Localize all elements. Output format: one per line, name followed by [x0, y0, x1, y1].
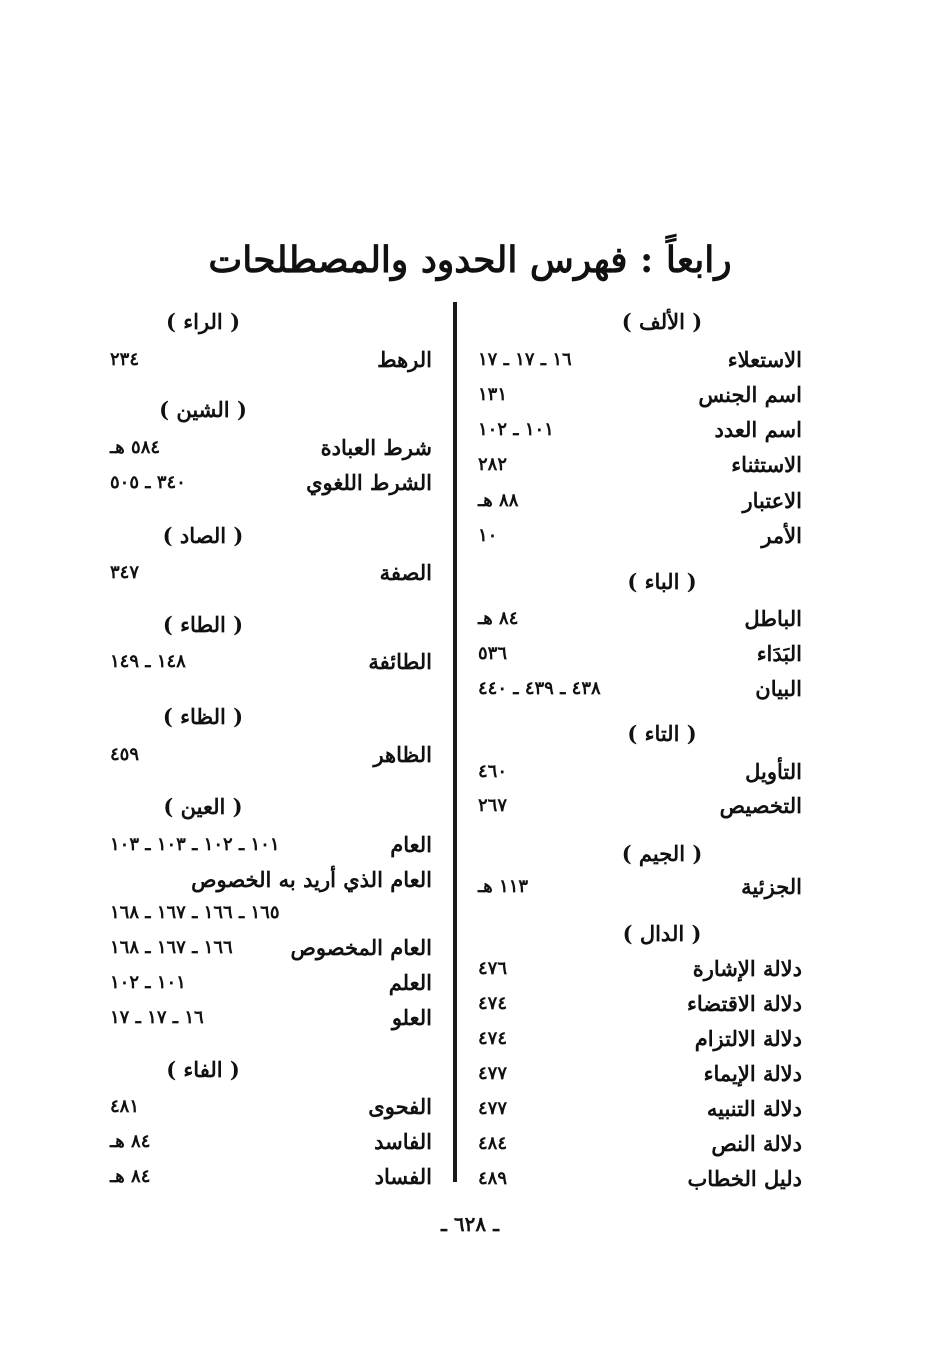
index-term: الصفة: [379, 560, 432, 585]
index-page-refs: ٤٨٩: [478, 1168, 508, 1189]
index-entry: [104, 1160, 432, 1194]
page-number: ـ ٦٢٨ ـ: [441, 1212, 499, 1236]
index-entry: [472, 672, 802, 706]
index-term: التخصيص: [719, 793, 802, 818]
index-term: الاعتبار: [742, 488, 802, 513]
section-heading: ( الشين ): [159, 397, 247, 422]
index-page-refs: ١٠١ ـ ١٠٢: [110, 972, 186, 993]
index-term: العام: [390, 832, 432, 857]
section-heading: ( الفاء ): [166, 1057, 240, 1082]
index-page-refs: ٤٦٠: [478, 761, 508, 782]
index-entry: [472, 1057, 802, 1091]
index-entry: [472, 602, 802, 636]
index-page-refs: ٨٤ هـ: [110, 1131, 151, 1152]
index-page-refs: ٨٨ هـ: [478, 490, 519, 511]
index-entry: [472, 343, 802, 377]
column-divider: [453, 302, 457, 1182]
index-page-refs: ٤٧٤: [478, 993, 508, 1014]
index-entry: [104, 1090, 432, 1124]
index-page-refs: ١٠١ ـ ١٠٢: [478, 419, 554, 440]
section-heading: ( الدال ): [622, 921, 702, 946]
index-entry: [472, 789, 802, 823]
index-page-refs: ٤٧٧: [478, 1063, 508, 1084]
index-entry: [472, 952, 802, 986]
index-term: الفحوى: [368, 1094, 432, 1119]
index-page-refs: ٨٤ هـ: [478, 608, 519, 629]
index-term: دلالة الالتزام: [694, 1026, 802, 1051]
index-page-refs: ١٤٨ ـ ١٤٩: [110, 651, 186, 672]
index-page-refs: ٤٨٤: [478, 1133, 508, 1154]
index-term: الطائفة: [368, 649, 432, 674]
index-entry: [472, 1127, 802, 1161]
index-page-refs: ١٦ ـ ١٧ ـ ١٧: [478, 349, 572, 370]
index-term: الشرط اللغوي: [306, 470, 432, 495]
index-entry: [104, 931, 432, 965]
index-entry: [472, 755, 802, 789]
index-page-refs: ٢٦٧: [478, 795, 508, 816]
index-entry: [472, 1162, 802, 1196]
index-page-refs: ١٦٦ ـ ١٦٧ ـ ١٦٨: [110, 937, 233, 958]
page-title: رابعاً : فهرس الحدود والمصطلحات: [208, 239, 732, 281]
index-term: الباطل: [744, 606, 802, 631]
section-heading: ( الراء ): [165, 309, 241, 334]
index-term: العلو: [391, 1005, 432, 1030]
index-page-refs: ١٣١: [478, 384, 508, 405]
index-page-refs: ٤٧٤: [478, 1028, 508, 1049]
index-page-refs: ٤٧٧: [478, 1098, 508, 1119]
index-term: البيان: [755, 676, 802, 701]
index-entry: [472, 378, 802, 412]
index-page-refs: ١٠: [478, 525, 498, 546]
index-term: الفاسد: [374, 1129, 432, 1154]
index-entry: [104, 828, 432, 862]
index-entry: [472, 519, 802, 553]
index-page-refs: ٨٤ هـ: [110, 1166, 151, 1187]
index-page-refs: ٤٨١: [110, 1096, 140, 1117]
index-entry: [104, 466, 432, 500]
section-heading: ( الطاء ): [162, 612, 244, 637]
index-page-refs: ٣٤٧: [110, 562, 140, 583]
index-term: دلالة النص: [711, 1131, 802, 1156]
index-page-refs: ٤٣٨ ـ ٤٣٩ ـ ٤٤٠: [478, 678, 601, 699]
index-entry: [104, 343, 432, 377]
index-entry: [472, 413, 802, 447]
index-term: الرهط: [377, 347, 432, 372]
index-page-refs: ١١٣ هـ: [478, 876, 529, 897]
index-term: اسم العدد: [714, 417, 802, 442]
index-entry: [472, 637, 802, 671]
index-entry: [472, 484, 802, 518]
index-term: الاستعلاء: [727, 347, 802, 372]
index-page-refs: ٤٥٩: [110, 744, 140, 765]
index-page-refs: ٤٧٦: [478, 958, 508, 979]
index-term: دليل الخطاب: [687, 1166, 802, 1191]
index-term: اسم الجنس: [698, 382, 802, 407]
index-term: الجزئية: [741, 874, 802, 899]
section-heading: ( الألف ): [621, 309, 703, 334]
index-entry: [104, 966, 432, 1000]
index-entry: [104, 431, 432, 465]
index-term: الفساد: [374, 1164, 432, 1189]
index-page-refs: ٢٣٤: [110, 349, 140, 370]
index-term: التأويل: [745, 759, 802, 784]
section-heading: ( العين ): [163, 794, 243, 819]
index-entry: [104, 738, 432, 772]
index-term: دلالة الإيماء: [703, 1061, 802, 1086]
section-heading: ( الصاد ): [162, 523, 244, 548]
index-page-refs: ١٦ ـ ١٧ ـ ١٧: [110, 1007, 204, 1028]
index-page-refs: ٢٨٢: [478, 454, 508, 475]
index-term: شرط العبادة: [320, 435, 432, 460]
index-term: الأمر: [761, 523, 802, 548]
index-page-refs: ١٦٥ ـ ١٦٦ ـ ١٦٧ ـ ١٦٨: [110, 902, 280, 923]
index-term: الظاهر: [373, 742, 432, 767]
index-term: البَدَاء: [756, 641, 802, 666]
index-entry: [104, 896, 432, 930]
index-page-refs: ٥٣٦: [478, 643, 508, 664]
index-entry: [104, 863, 432, 897]
index-term: دلالة الإشارة: [692, 956, 802, 981]
index-entry: [472, 870, 802, 904]
index-term: العلم: [388, 970, 432, 995]
index-page-refs: ٥٨٤ هـ: [110, 437, 161, 458]
index-term: الاستثناء: [731, 452, 802, 477]
index-term: العام المخصوص: [290, 935, 432, 960]
section-heading: ( الجيم ): [621, 841, 703, 866]
index-entry: [104, 645, 432, 679]
section-heading: ( التاء ): [627, 721, 697, 746]
index-term: العام الذي أريد به الخصوص: [191, 867, 432, 892]
index-term: دلالة الاقتضاء: [687, 991, 802, 1016]
index-entry: [104, 1001, 432, 1035]
index-entry: [472, 1092, 802, 1126]
index-entry: [472, 448, 802, 482]
section-heading: ( الباء ): [627, 569, 697, 594]
index-page-refs: ٣٤٠ ـ ٥٠٥: [110, 472, 186, 493]
index-entry: [472, 1022, 802, 1056]
index-page-refs: ١٠١ ـ ١٠٢ ـ ١٠٣ ـ ١٠٣: [110, 834, 280, 855]
index-term: دلالة التنبيه: [706, 1096, 802, 1121]
index-entry: [104, 556, 432, 590]
index-entry: [104, 1125, 432, 1159]
section-heading: ( الظاء ): [162, 704, 244, 729]
index-entry: [472, 987, 802, 1021]
